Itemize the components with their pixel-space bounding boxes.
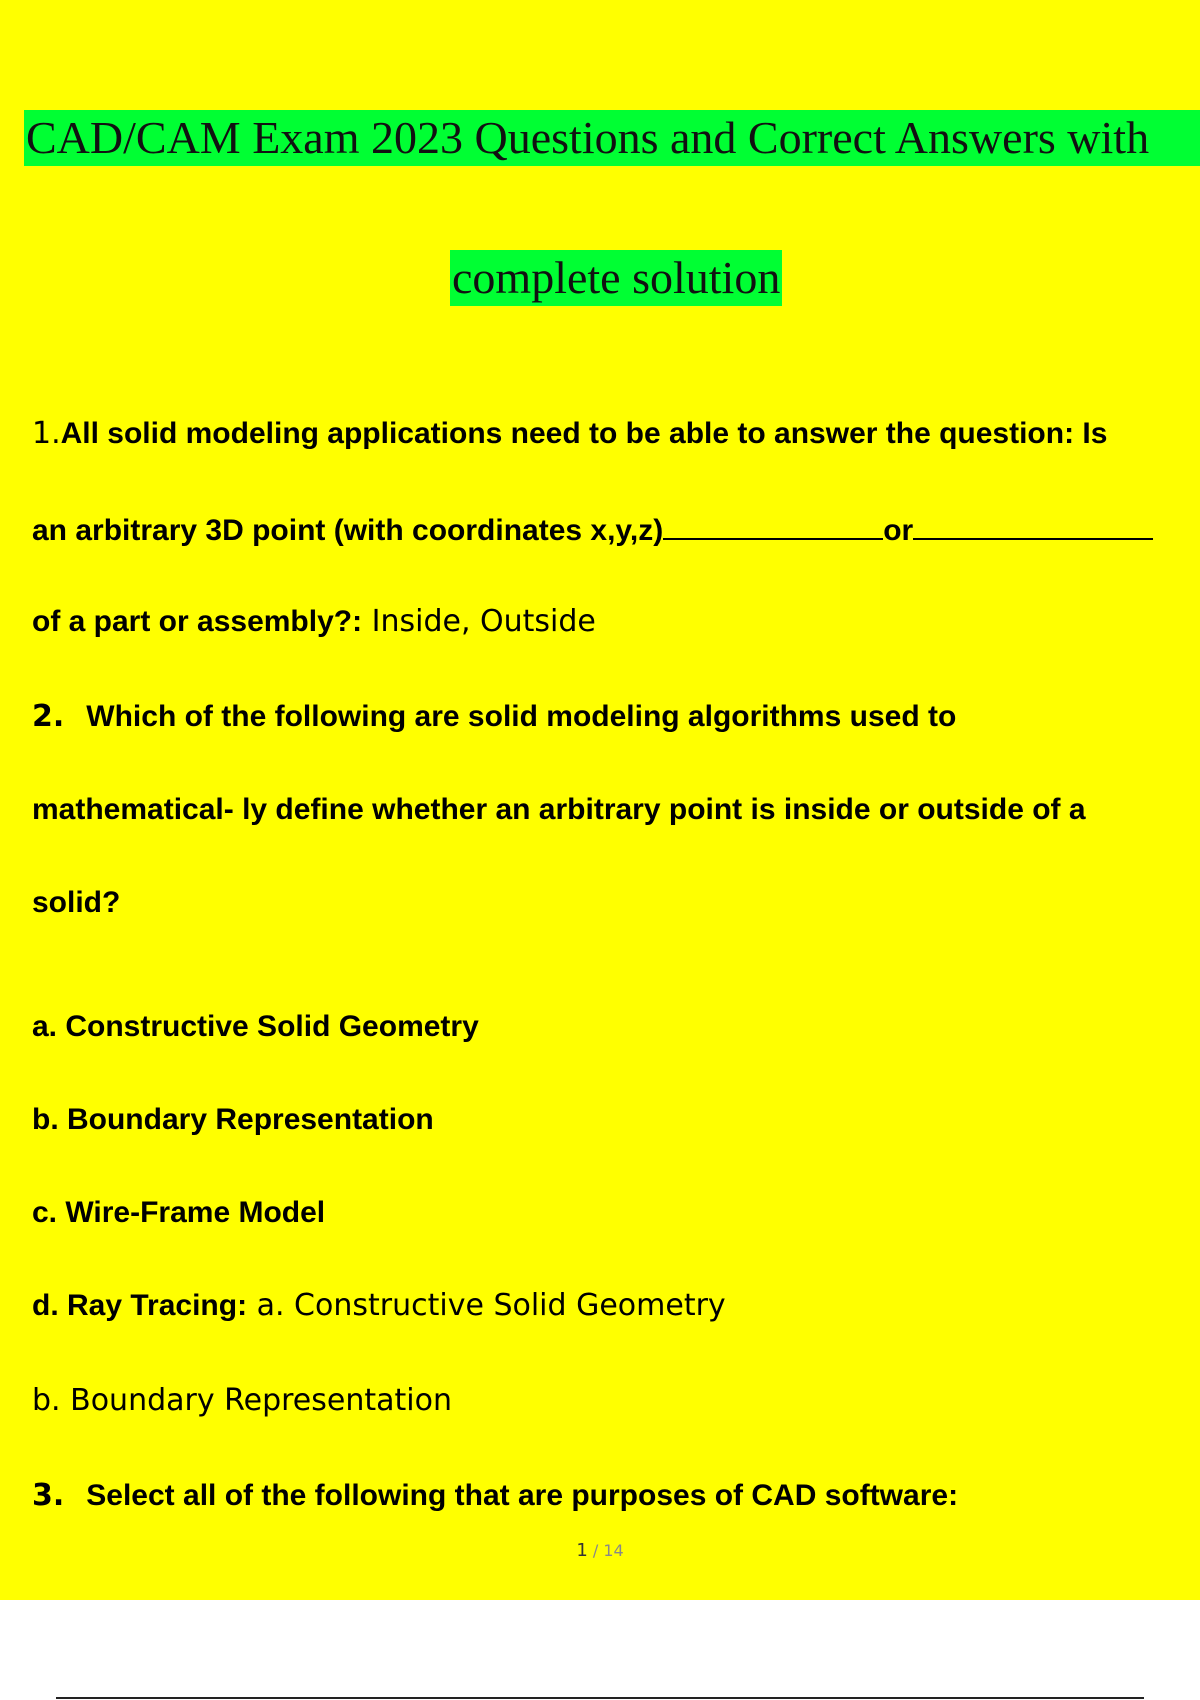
footer-divider [56, 1697, 1144, 1699]
question-2-option-c: c. Wire-Frame Model [32, 1196, 326, 1229]
question-1-number: 1. [32, 416, 61, 451]
question-3-text-1: Select all of the following that are purposes of CAD software: [86, 1479, 959, 1512]
question-2-option-a: a. Constructive Solid Geometry [32, 1010, 479, 1043]
page-number-total: / 14 [587, 1541, 624, 1560]
question-3-number: 3. [32, 1478, 65, 1513]
question-1-line-3 [32, 602, 596, 642]
answer-blank-2 [913, 508, 1153, 540]
question-2-option-d-text: d. Ray Tracing: [32, 1289, 248, 1322]
question-1-line-1 [32, 414, 1107, 454]
question-1-text-2: an arbitrary 3D point (with coordinates x,y,z) [32, 514, 664, 547]
question-2-option-d [32, 1286, 726, 1326]
question-1-answer: Inside, Outside [362, 604, 596, 639]
question-3-line-1 [32, 1476, 958, 1516]
question-1-text-1: All solid modeling applications need to be able to answer the question: Is [60, 417, 1108, 450]
question-2-number: 2. [32, 699, 65, 734]
question-1-text-3: of a part or assembly?: [32, 605, 363, 638]
question-2-line-1 [32, 697, 956, 737]
document-title-line-2: complete solution [450, 250, 782, 306]
page-number-current: 1 [576, 1540, 588, 1561]
question-2-answer-2: b. Boundary Representation [32, 1383, 452, 1418]
question-2-text-1: Which of the following are solid modeling algorithms used to [86, 700, 957, 733]
document-title-line-1: CAD/CAM Exam 2023 Questions and Correct Answers with [24, 110, 1200, 166]
question-2-option-b: b. Boundary Representation [32, 1103, 434, 1136]
question-1-or: or [883, 514, 914, 547]
question-2-line-3: solid? [32, 886, 121, 919]
page-number [0, 1540, 1200, 1561]
question-2-answer-1: a. Constructive Solid Geometry [247, 1288, 726, 1323]
answer-blank-1 [663, 508, 883, 540]
question-2-line-2: mathematical- ly define whether an arbitrary point is inside or outside of a [32, 793, 1086, 826]
question-1-line-2 [32, 508, 1153, 551]
